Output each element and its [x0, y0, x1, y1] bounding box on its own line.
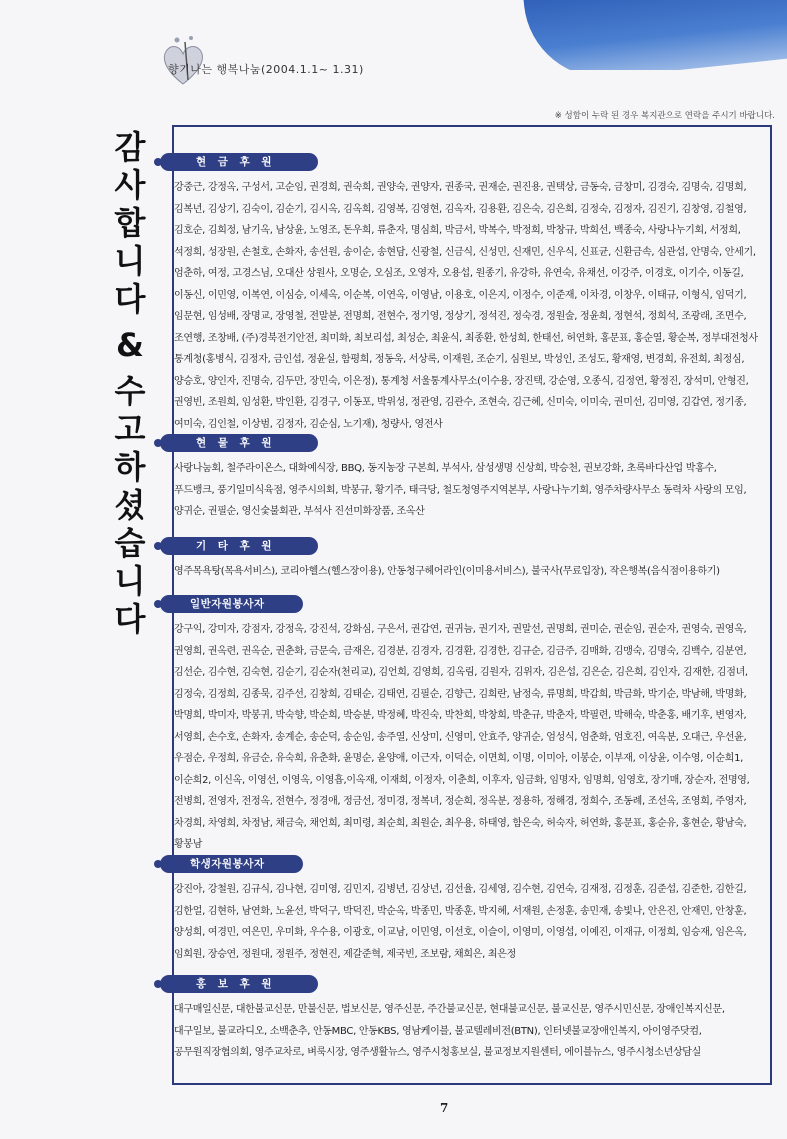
section-general-volunteers	[160, 592, 770, 856]
section-goods-donation	[160, 431, 770, 523]
vertical-title-char: 니	[114, 242, 146, 280]
section-cash-donation	[160, 150, 770, 435]
section-text: 영주목욕탕(목욕서비스), 코리아헬스(헬스장이용), 안동청구헤어라인(이미용서비스), 불국사(무료입장), 작은행복(음식점이용하기)	[174, 566, 720, 577]
page-header	[168, 61, 364, 77]
page-number: 7	[440, 1101, 449, 1115]
vertical-title-char: 셨	[114, 486, 146, 524]
vertical-title-char: 다	[114, 600, 146, 638]
section-text: 사랑나눔회, 철주라이온스, 대화예식장, BBQ, 동지농장 구본희, 부석사, 삼성생명 신상희, 박승천, 권보강화, 초록바다산업 박홍수, 푸드뱅크, 풍기일미식육점, 영주시의회, 박봉규, 황기주, 태극당, 철도청영주지역본부, 사랑나누기회, 영주차량사무소 동력차 사랑의 모임, 양귀순, 권필순, 영신숯불회관, 부석사 진선미화장품, 조옥산	[174, 463, 747, 517]
vertical-title-char: 사	[114, 166, 146, 204]
section-other-donation	[160, 534, 770, 583]
section-label: 기 타 후 원	[160, 537, 318, 555]
vertical-title-char: 습	[114, 524, 146, 562]
vertical-title-char: 니	[114, 562, 146, 600]
section-label: 현 금 후 원	[160, 153, 318, 171]
vertical-title-char: 감	[114, 128, 146, 166]
section-label: 일반자원봉사자	[160, 595, 303, 613]
vertical-title-char: 합	[114, 204, 146, 242]
header-title: 향기나는 행복나눔(2004.1.1~ 1.31)	[168, 63, 364, 76]
vertical-title-char: 고	[114, 410, 146, 448]
section-label: 현 물 후 원	[160, 434, 318, 452]
notice-text: ※ 성함이 누락 된 경우 복지관으로 연락을 주시기 바랍니다.	[554, 111, 775, 121]
section-label: 홍 보 후 원	[160, 975, 318, 993]
section-student-volunteers	[160, 852, 770, 965]
vertical-title-char: 수	[114, 372, 146, 410]
vertical-title-char: &	[116, 326, 144, 364]
section-text: 강중근, 강정옥, 구성서, 고순임, 권경희, 권숙희, 권양숙, 권양자, 권종국, 권재순, 권진용, 권택상, 금동숙, 금창미, 김경숙, 김명숙, 김명희, 김복년, 김상기, 김숙이, 김순기, 김시옥, 김옥희, 김영복, 김영현, 김옥자, 김용환, 김은숙, 김은희, 김정숙, 김정자, 김진기, 김창영, 김철영, 김호순, 김희정, 남기옥, 남상윤, 노영조, 돈우희, 류춘자, 명심희, 박금서, 박복수, 박정희, 박창규, 박희선, 백종숙, 사랑나누기회, 서정희, 석정희, 성장원, 손철호, 손화자, 송선원, 송이순, 송현담, 신광철, 신금식, 신성민, 신재민, 신우식, 신표균, 신환금속, 심관섭, 안명숙, 안세기, 엄춘하, 여정, 고경스님, 오대산 상원사, 오명순, 오심조, 오영자, 오용섭, 원종기, 유강하, 유연숙, 유채선, 이강주, 이경호, 이기수, 이동길, 이동신, 이민영, 이복연, 이심승, 이세옥, 이순복, 이연옥, 이영남, 이용호, 이은지, 이정수, 이준재, 이차경, 이창우, 이태규, 이형식, 임덕기, 임문현, 임성배, 장명교, 장영철, 전말분, 전명희, 전현수, 정기영, 정상기, 정석진, 정숙경, 정원술, 정윤희, 정현석, 정희석, 조광래, 조면수, 조연행, 조창배, (주)경북전기안전, 최미화, 최보리섭, 최성순, 최윤식, 최종환, 한성희, 한태선, 허연화, 홍문표, 홍순열, 황순복, 정부대전청사 통계청(홍병식, 김정자, 금인섭, 정윤실, 함평희, 정동욱, 서상록, 이재원, 조순기, 심원보, 박성인, 조성도, 황재영, 변경희, 유전희, 최정심, 양승호, 양인자, 진명숙, 김두만, 장민숙, 이은정), 통계청 서울통계사무소(이수용, 장진택, 강순영, 오종식, 김정연, 황정진, 장석미, 안형진, 권영빈, 조원희, 임성환, 박인환, 김경구, 이동포, 박위성, 정관영, 김관수, 조현숙, 김근혜, 신미숙, 이미숙, 권미선, 김미영, 김갑연, 정기종, 여미숙, 김인철, 이상범, 김정자, 김순심, 노기재), 청량사, 영전사	[174, 182, 758, 430]
top-decoration	[0, 0, 787, 70]
section-label: 학생자원봉사자	[160, 855, 303, 873]
section-pr-donation	[160, 972, 770, 1064]
section-text: 강구익, 강미자, 강점자, 강정옥, 강진석, 강화심, 구은서, 권갑연, 권귀늠, 권기자, 권말선, 권명희, 권미순, 권순임, 권순자, 권영숙, 권영옥, 권영희, 권옥련, 권옥순, 권춘화, 금문숙, 금재은, 김경분, 김경자, 김경환, 김경한, 김규순, 김금주, 김매화, 김맹숙, 김명숙, 김백수, 김분연, 김선순, 김수현, 김숙현, 김순기, 김순자(천리교), 김언희, 김영희, 김옥림, 김원자, 김위자, 김은섭, 김은순, 김은희, 김인자, 김재한, 김점녀, 김정숙, 김정희, 김종묵, 김주선, 김창희, 김태순, 김태연, 김필순, 김향근, 김희란, 남정숙, 류명희, 박갑희, 박금화, 박기순, 박남해, 박명화, 박명희, 박미자, 박봉귀, 박숙향, 박순희, 박승분, 박정혜, 박진숙, 박찬희, 박창희, 박춘규, 박춘자, 박필련, 박해숙, 박춘홍, 배기후, 변영자, 서영희, 손수호, 손화자, 송계순, 송순덕, 송순임, 송주열, 신상미, 신영미, 안효주, 양귀순, 엄성식, 엄춘화, 엄호진, 여옥분, 오대근, 우선윤, 우점순, 우정희, 유금순, 유숙희, 유춘화, 윤명순, 윤양애, 이근자, 이덕순, 이면희, 이명, 이미아, 이봉순, 이부재, 이상윤, 이수영, 이순희1, 이순희2, 이신옥, 이영선, 이영옥, 이영흡,이옥재, 이재희, 이정자, 이춘희, 이후자, 임금화, 임명자, 임명희, 임영호, 장기매, 장순자, 전명영, 전병희, 전영자, 전정옥, 전현수, 정경애, 정금선, 정미경, 정복녀, 정순희, 정옥분, 정용하, 정해경, 정희수, 조동례, 조선옥, 조영희, 주영자, 차경희, 차영희, 차정남, 채금숙, 채언희, 최미령, 최순희, 최원순, 최우용, 하태영, 함은숙, 허숙자, 허연화, 홍문표, 홍순유, 홍현순, 황남숙, 황봉남	[174, 624, 750, 850]
section-text: 대구매일신문, 대한불교신문, 만불신문, 법보신문, 영주신문, 주간불교신문, 현대불교신문, 불교신문, 영주시민신문, 장애인복지신문, 대구일보, 불교라디오, 소백춘추, 안동MBC, 안동KBS, 영남케이블, 불교텔레비전(BTN), 인터넷불교장애인복지, 아이영주닷컴, 공무원직장협의회, 영주교차로, 벼룩시장, 영주생활뉴스, 영주시청홍보실, 불교정보지원센터, 에이블뉴스, 영주시청소년상담실	[174, 1004, 725, 1058]
section-text: 강진아, 강철원, 김규식, 김나현, 김미영, 김민지, 김병년, 김상년, 김선율, 김세영, 김수현, 김연숙, 김재정, 김정훈, 김준섭, 김준한, 김한길, 김한얼, 김현하, 남연화, 노윤선, 박덕구, 박덕진, 박순옥, 박종민, 박종훈, 박지혜, 서재원, 손정훈, 송민재, 송빛나, 안은진, 안재민, 안창훈, 양성희, 여경민, 여은민, 우미화, 우수용, 이광호, 이교남, 이민영, 이선호, 이슬이, 이영미, 이영섭, 이예진, 이재규, 이정희, 임승재, 임은옥, 임희원, 장승연, 정원대, 정원주, 정현진, 제갈준혁, 제국빈, 조보람, 채희은, 최은정	[174, 884, 747, 960]
vertical-title-char: 다	[114, 280, 146, 318]
vertical-title	[100, 128, 160, 638]
vertical-title-char: 하	[114, 448, 146, 486]
corner-band	[523, 0, 787, 70]
